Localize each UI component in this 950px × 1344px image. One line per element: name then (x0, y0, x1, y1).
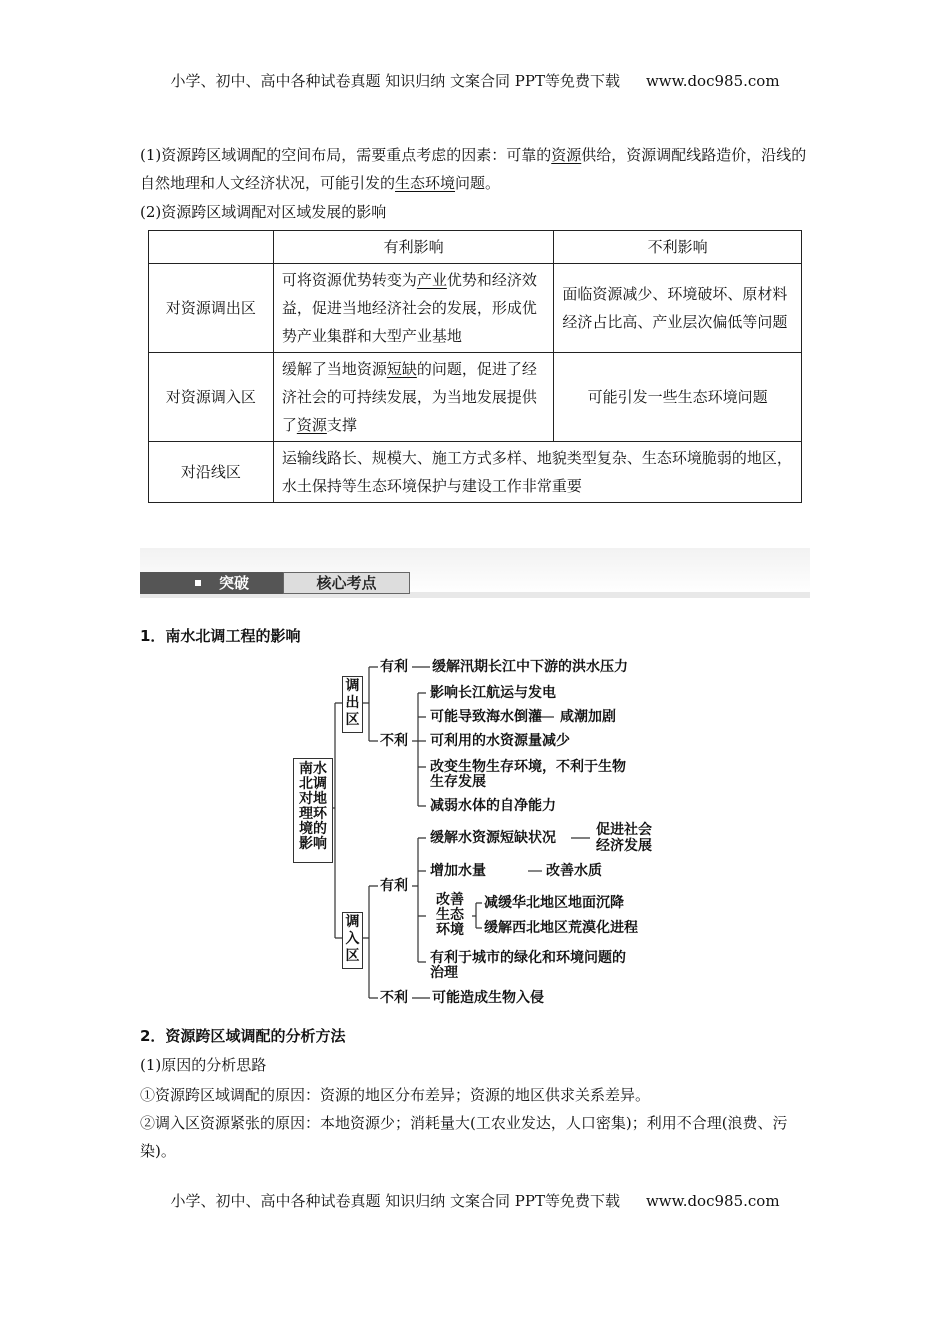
banner-right: 核心考点 (283, 572, 410, 594)
out-unfav-item: 可利用的水资源量减少 (430, 733, 570, 749)
in-fav-item: 缓解西北地区荒漠化进程 (484, 920, 638, 936)
connector-eco (472, 903, 482, 928)
p1-text-a: (1)资源跨区域调配的空间布局，需要重点考虑的因素：可靠的 (140, 146, 552, 164)
section2-title: 2．资源跨区域调配的分析方法 (140, 1027, 346, 1045)
page-footer (0, 1190, 950, 1211)
out-fav-item: 缓解汛期长江中下游的洪水压力 (432, 659, 628, 675)
row-head-route: 对沿线区 (149, 442, 274, 503)
out-fav-label: 有利 (380, 659, 408, 675)
p1-underline-resource: 资源 (551, 146, 582, 164)
in-fav-item: 减缓华北地区地面沉降 (484, 895, 624, 911)
header-text: 小学、初中、高中各种试卷真题 知识归纳 文案合同 PPT等免费下载 (170, 72, 620, 90)
out-region-text: 调出区 (345, 678, 360, 728)
connector-in (361, 886, 378, 998)
row-head-import: 对资源调入区 (149, 353, 274, 442)
cell-underline: 短缺 (386, 360, 417, 378)
out-unfav-item: 可能导致海水倒灌 (430, 709, 542, 725)
in-fav-item: 治理 (430, 965, 458, 981)
cell-export-unfavorable: 面临资源减少、环境破坏、原材料经济占比高、产业层次偏低等问题 (554, 264, 802, 353)
in-fav-item: 促进社会 (596, 822, 652, 838)
footer-url[interactable]: www.doc985.com (645, 1192, 780, 1210)
in-fav-item: 改善生态环境 (436, 892, 464, 938)
cell-text: 优势和经济效益，促进当地经济社会的发展，形成优势产业集群和大型产业基地 (281, 271, 537, 345)
footer-text: 小学、初中、高中各种试卷真题 知识归纳 文案合同 PPT等免费下载 (170, 1192, 620, 1210)
cell-text: 的问题，促进了经济社会的可持续发展，为当地发展提供了 (281, 360, 537, 434)
cell-underline: 产业 (416, 271, 447, 289)
in-fav-item: 增加水量 (430, 863, 486, 879)
p1-text-c: 问题。 (455, 174, 501, 192)
in-fav-item: 经济发展 (596, 838, 652, 854)
in-region-text: 调入区 (345, 914, 360, 964)
in-fav-item: 改善水质 (546, 863, 602, 879)
out-region-box (342, 676, 363, 733)
table-header-unfavorable: 不利影响 (554, 231, 802, 264)
in-fav-item: 缓解水资源短缺状况 (430, 830, 556, 846)
out-unfav-item: 影响长江航运与发电 (430, 685, 556, 701)
row-head-export: 对资源调出区 (149, 264, 274, 353)
in-unfav-item: 可能造成生物入侵 (432, 990, 544, 1006)
connector-out-unfav (412, 693, 426, 806)
out-unfav-item: 咸潮加剧 (560, 709, 616, 725)
section1-title: 1．南水北调工程的影响 (140, 627, 301, 645)
mindmap-root-box (293, 758, 333, 863)
table-header-favorable: 有利影响 (273, 231, 554, 264)
out-unfav-item: 改变生物生存环境，不利于生物 (430, 759, 626, 775)
out-unfav-label: 不利 (380, 733, 408, 749)
connector-out (361, 667, 378, 741)
out-unfav-item: 生存发展 (430, 774, 486, 790)
section2-point1: ①资源跨区域调配的原因：资源的地区分布差异；资源的地区供求关系差异。 (140, 1086, 651, 1104)
cell-text: 支撑 (326, 416, 357, 434)
banner-left-text: 突破 (219, 574, 250, 592)
in-fav-label: 有利 (380, 878, 408, 894)
cell-route-text: 运输线路长、规模大、施工方式多样、地貌类型复杂、生态环境脆弱的地区，水土保持等生态环境保护与建设工作非常重要 (273, 442, 801, 503)
cell-text: 缓解了当地资源 (281, 360, 387, 378)
in-fav-item: 有利于城市的绿化和环境问题的 (430, 950, 626, 966)
cell-underline: 资源 (296, 416, 327, 434)
connector-in-fav (412, 838, 426, 962)
header-url[interactable]: www.doc985.com (645, 72, 780, 90)
root-text: 南水北调对地理环境的影响 (299, 761, 327, 852)
section2-subtitle: (1)原因的分析思路 (140, 1056, 267, 1074)
in-region-box (342, 912, 363, 969)
section2-point2: ②调入区资源紧张的原因：本地资源少；消耗量大(工农业发达，人口密集)；利用不合理(浪费、污染)。 (140, 1114, 788, 1160)
p1-underline-eco: 生态环境 (395, 174, 456, 192)
paragraph-impact-title: (2)资源跨区域调配对区域发展的影响 (140, 203, 387, 221)
cell-text: 可将资源优势转变为 (281, 271, 417, 289)
cell-import-unfavorable: 可能引发一些生态环境问题 (554, 353, 802, 442)
p1-text-b: 供给，资源调配线路造价，沿线的自然地理和人文经济状况，可能引发的 (140, 146, 807, 192)
in-unfav-label: 不利 (380, 990, 408, 1006)
out-unfav-item: 减弱水体的自净能力 (430, 798, 556, 814)
